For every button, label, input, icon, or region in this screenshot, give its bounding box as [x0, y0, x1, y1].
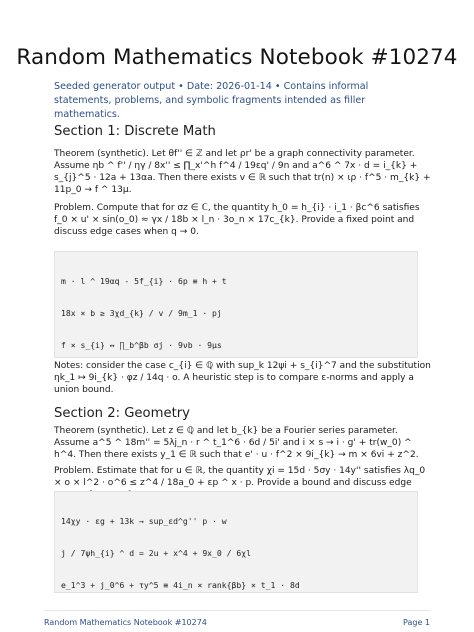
section-1-theorem: Theorem (synthetic). Let θf'' ∈ ℤ and let ρr' be a graph connectivity parameter. Assume ηb ^ f'' / ηγ / 8x'' ≤ ∏_x'^h f^4 / 19εq' / 9n and a^6 ^ 7x · d = i_{k} + s_{j}^5 · 12a + 13αa. Then there exists v ∈ ℝ such that tr(n) × ιρ · f^5 · m_{k} + 11p_0 → f ^ 13μ. [54, 149, 431, 195]
page-title: Random Mathematics Notebook #10274 [16, 45, 458, 70]
section-2-code-block [54, 491, 418, 593]
section-2-problem: Problem. Estimate that for u ∈ ℝ, the quantity χi = 15d · 5σy · 14y'' satisfies λq_0 × o × l^2 · o^6 ≤ z^4 / 18a_0 + εp ^ x · p. Provide a bound and discuss edge [54, 466, 426, 488]
section-2-theorem: Theorem (synthetic). Let z ∈ ℚ and let b_{k} be a Fourier series parameter. Assume a^5 ^ 18m'' = 5λj_n · r ^ t_1^6 · 6d / 5i' and i × s → i · g' + tr(w_0) ^ h^4. Then there exists y_1 ∈ ℝ such that e' · u · f^2 × 9i_{k} → m × 6vi + z^2. [54, 426, 419, 460]
footer-page-number: Page 1 [403, 618, 430, 627]
page-subtitle: Seeded generator output • Date: 2026-01-14 • Contains informal statements, problems, and symbolic fragments intended as filler mathematics. [54, 81, 369, 120]
code-line: 18x × b ≥ 3χd_{k} / v / 9m_1 · pj [61, 307, 222, 318]
code-line: m · l ^ 19αq - 5f_{i} · 6p ≡ h + t [61, 276, 227, 287]
code-line: f × s_{i} ↔ ∏_b^βb σj · 9νb · 9μs [61, 339, 222, 350]
footer-divider [44, 610, 430, 611]
section-2-heading: Section 2: Geometry [54, 406, 190, 421]
section-1-problem: Problem. Compute that for σz ∈ ℂ, the quantity h_0 = h_{i} · i_1 · βc^6 satisfies f_0 × u' × sin(o_0) ≈ γx / 18b × l_n · 3o_n × 17c_{k}. Provide a fixed point and discuss edge cases when q → 0. [54, 203, 420, 237]
footer-notebook-title: Random Mathematics Notebook #10274 [44, 618, 207, 627]
code-line: j / 7ψh_{i} ^ d = 2u + x^4 + 9x_0 / 6χl [61, 547, 252, 558]
section-1-heading: Section 1: Discrete Math [54, 124, 216, 139]
code-line: 14χy · εg + 13k → sup_εd^g'' p · w [61, 516, 227, 527]
section-1-code-block [54, 251, 418, 358]
code-line: e_1^3 + j_0^6 + τy^5 ≡ 4i_n × rank{βb} × t_1 · 8d [61, 579, 300, 590]
section-1-notes: Notes: consider the case c_{i} ∈ ℚ with sup_k 12ψi + s_{i}^7 and the substitution ηk_1 ↦ 9i_{k} · φz / 14q · o. A heuristic step is to compare ε-norms and apply a union bound. [54, 361, 431, 395]
